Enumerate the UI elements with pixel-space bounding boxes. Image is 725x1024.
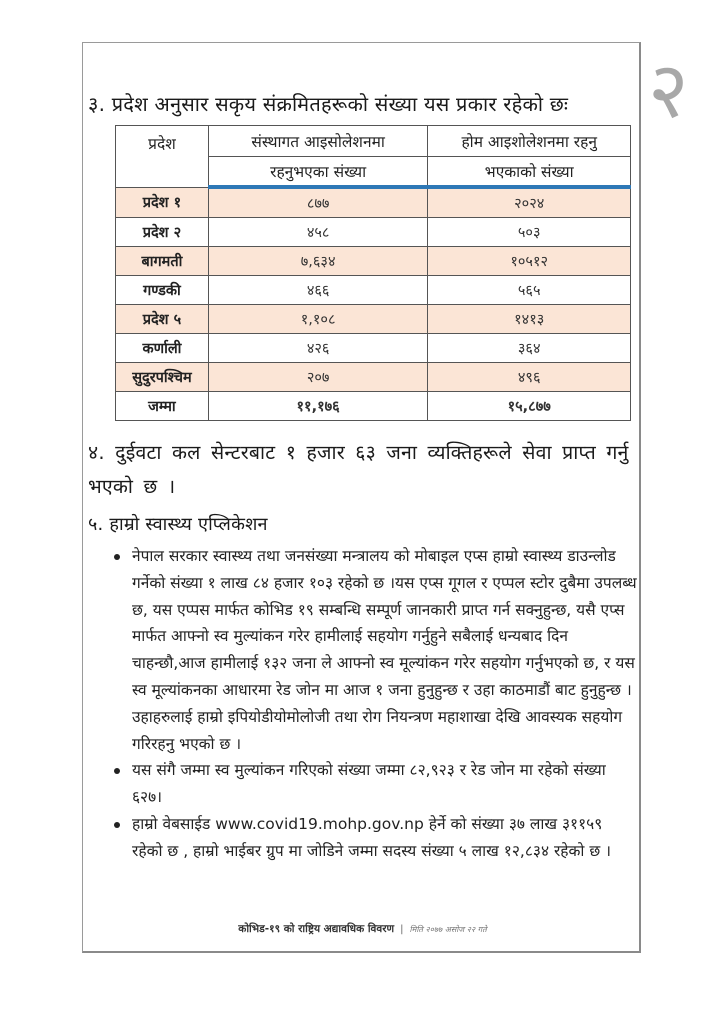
home-count: १४१३ xyxy=(428,305,631,334)
list-item-text: नेपाल सरकार स्वास्थ्य तथा जनसंख्या मन्त्रालय को मोबाइल एप्स हाम्रो स्वास्थ्य डाउन्लोड गर्नेको संख्या १ लाख ८४ हजार १०३ रहेको छ ।यस एप्स गूगल र एप्पल स्टोर दुबैमा उपलब्ध छ, यस एप्पस मार्फत कोभिड १९ सम्बन्धि सम्पूर्ण जानकारी प्राप्त गर्न सक्नुहुन्छ, यसै एप्स मार्फत आफ्नो स्व मुल्यांकन गरेर हामीलाई सहयोग गर्नुहुने सबैलाई धन्यबाद दिन चाहन्छौ,आज हामीलाई १३२ जना ले आफ्नो स्व मूल्यांकन गरेर सहयोग गर्नुभएको छ, र यस स्व मूल्यांकनका आधारमा रेड जोन मा आज १ जना हुनुहुन्छ र उहा काठमाडौं बाट हुनुहुन्छ ।उहाहरुलाई हाम्रो इपियोडीयोमोलोजी तथा रोग नियन्त्रण महाशाखा देखि आवस्यक सहयोग गरिरहनु भएको छ । xyxy=(132,547,637,753)
table-row xyxy=(116,218,631,247)
section-3-heading: ३. प्रदेश अनुसार सकृय संक्रमितहरूको संख्या यस प्रकार रहेको छः xyxy=(88,92,569,116)
list-item-text: यस संगै जम्मा स्व मुल्यांकन गरिएको संख्या जम्मा ८२,९२३ र रेड जोन मा रहेको संख्या ६२७। xyxy=(132,761,606,807)
province-name: सुदुरपश्चिम xyxy=(116,363,209,392)
list-item-text: हाम्रो वेबसाईड www.covid19.mohp.gov.np हेर्ने को संख्या ३७ लाख ३११५९ रहेको छ , हाम्रो भाईबर ग्रुप मा जोडिने जम्मा सदस्य संख्या ५ लाख १२,८३४ रहेको छ । xyxy=(132,814,612,860)
footer-separator: | xyxy=(400,924,404,935)
institutional-count: ४२६ xyxy=(208,334,428,363)
header-home-line2: भएकाको संख्या xyxy=(428,157,631,188)
table-row xyxy=(116,363,631,392)
institutional-count: ४६६ xyxy=(208,276,428,305)
section-4-heading: ४. दुईवटा कल सेन्टरबाट १ हजार ६३ जना व्यक्तिहरूले सेवा प्राप्त गर्नु भएको छ । xyxy=(88,441,629,498)
footer-date: मिति २०७७ असोज २२ गते xyxy=(409,925,487,934)
bullet-icon xyxy=(114,768,120,774)
home-count: ४९६ xyxy=(428,363,631,392)
table-row xyxy=(116,247,631,276)
home-count: ५६५ xyxy=(428,276,631,305)
institutional-count: २०७ xyxy=(208,363,428,392)
province-isolation-table xyxy=(115,125,631,421)
header-home-line1: होम आइशोलेशनमा रहनु xyxy=(428,126,631,157)
app-info-list xyxy=(112,543,637,865)
table-row xyxy=(116,187,631,218)
section-5-heading: ५. हाम्रो स्वास्थ्य एप्लिकेशन xyxy=(88,514,268,535)
list-item xyxy=(112,757,637,811)
home-total: १५,८७७ xyxy=(428,392,631,421)
institutional-count: १,१०८ xyxy=(208,305,428,334)
institutional-count: ४५८ xyxy=(208,218,428,247)
page-footer xyxy=(0,922,725,936)
province-name: प्रदेश २ xyxy=(116,218,209,247)
province-name: कर्णाली xyxy=(116,334,209,363)
header-institutional-line1: संस्थागत आइसोलेशनमा xyxy=(208,126,428,157)
home-count: ३६४ xyxy=(428,334,631,363)
table-row xyxy=(116,276,631,305)
province-name: प्रदेश ५ xyxy=(116,305,209,334)
table-row xyxy=(116,305,631,334)
institutional-total: ११,१७६ xyxy=(208,392,428,421)
bullet-icon xyxy=(114,554,120,560)
institutional-count: ७,६३४ xyxy=(208,247,428,276)
home-count: २०२४ xyxy=(428,187,631,218)
province-name: बागमती xyxy=(116,247,209,276)
home-count: १०५१२ xyxy=(428,247,631,276)
page-number: २ xyxy=(648,46,689,136)
province-name: गण्डकी xyxy=(116,276,209,305)
total-label: जम्मा xyxy=(116,392,209,421)
list-item xyxy=(112,543,637,757)
list-item xyxy=(112,811,637,865)
province-name: प्रदेश १ xyxy=(116,187,209,218)
table-row xyxy=(116,334,631,363)
home-count: ५०३ xyxy=(428,218,631,247)
institutional-count: ८७७ xyxy=(208,187,428,218)
header-province: प्रदेश xyxy=(116,126,209,188)
table-total-row xyxy=(116,392,631,421)
bullet-icon xyxy=(114,822,120,828)
header-institutional-line2: रहनुभएका संख्या xyxy=(208,157,428,188)
footer-title: कोभिड-१९ को राष्ट्रिय अद्यावधिक विवरण xyxy=(238,923,395,935)
